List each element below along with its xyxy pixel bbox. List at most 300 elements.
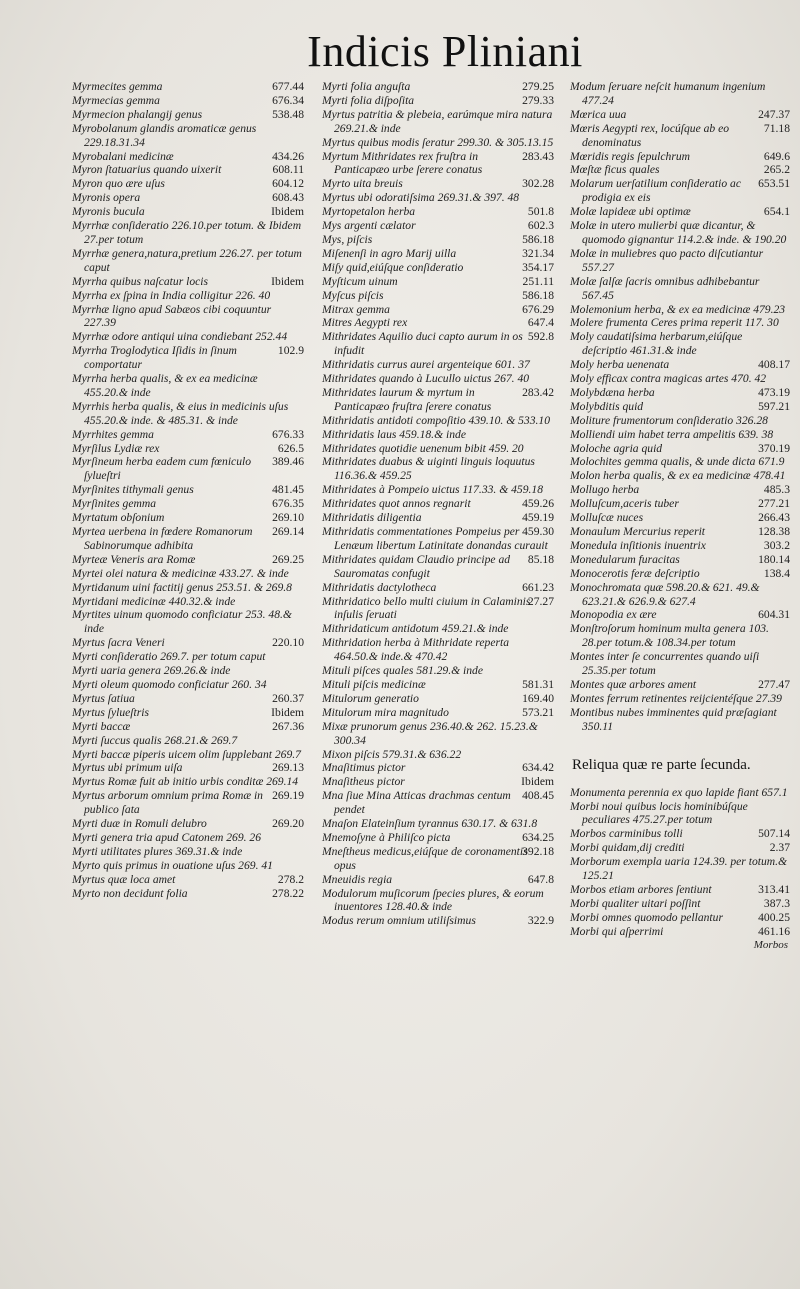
index-entry-term: Mithridates quot annos regnarit <box>322 497 471 511</box>
index-entry <box>570 330 790 358</box>
index-entry <box>322 845 554 873</box>
index-entry <box>322 442 554 456</box>
index-entry <box>570 678 790 692</box>
index-entry-term: Mituli piſces quales 581.29.& inde <box>322 664 484 678</box>
index-entry-page: 485.3 <box>763 483 790 497</box>
index-entry <box>322 191 554 205</box>
index-entry <box>322 678 554 692</box>
index-entry <box>570 428 790 442</box>
index-entry <box>322 247 554 261</box>
index-entry-term: Myrtus quibus modis ſeratur 299.30. & 305.13.15 <box>322 135 554 149</box>
index-entry-term: Monſtroſorum hominum multa genera 103. 28.per totum.& 108.34.per totum <box>570 622 769 650</box>
index-entry-term: Mys, piſcis <box>322 232 373 246</box>
index-entry <box>72 873 304 887</box>
index-entry <box>72 428 304 442</box>
index-entry <box>570 539 790 553</box>
index-entry-term: Molere frumenta Ceres prima reperit 117. 30 <box>570 316 779 330</box>
index-entry <box>322 330 554 358</box>
index-entry <box>570 800 790 828</box>
index-entry-page: Ibidem <box>271 705 304 719</box>
index-entry <box>72 94 304 108</box>
index-entry-term: Morbos etiam arbores ſentiunt <box>570 882 712 896</box>
index-entry-term: Mitulorum mira magnitudo <box>322 705 449 719</box>
index-entry <box>570 177 790 205</box>
index-entry-term: Myrti oleum quomodo conficiatur 260. 34 <box>72 677 267 691</box>
index-entry <box>322 636 554 664</box>
index-entry <box>570 205 790 219</box>
index-entry <box>322 358 554 372</box>
index-entry-term: Montes quæ arbores ament <box>570 677 697 691</box>
index-entry-term: Mithridatis currus aurei argenteique 601. 37 <box>322 358 530 372</box>
index-entry-term: Myſcus piſcis <box>322 288 384 302</box>
index-entry-page: 459.30 <box>522 525 554 538</box>
page-title: Indicis Pliniani <box>307 27 583 76</box>
index-entry <box>72 664 304 678</box>
index-entry-page: 647.8 <box>527 872 554 886</box>
index-entry-term: Moly herba uenenata <box>570 358 670 372</box>
index-entry <box>322 80 554 94</box>
index-entry <box>72 344 304 372</box>
index-entry-page: 266.43 <box>758 511 790 525</box>
index-entry <box>322 219 554 233</box>
index-entry <box>72 831 304 845</box>
index-entry-term: Mixon piſcis 579.31.& 636.22 <box>322 747 462 761</box>
index-entry <box>72 525 304 553</box>
index-entry-page: 586.18 <box>522 288 554 302</box>
index-entry-term: Monedularum furacitas <box>570 552 680 566</box>
index-entry <box>72 247 304 275</box>
index-entry-term: Monedula inſitionis inuentrix <box>570 538 706 552</box>
index-entry <box>72 595 304 609</box>
index-entry-term: Myrti folia anguſta <box>322 80 411 93</box>
index-entry-term: Mithridates à Pompeio uictus 117.33. & 459.18 <box>322 483 544 497</box>
index-entry <box>72 859 304 873</box>
index-entry-page: 634.42 <box>522 761 554 775</box>
index-entry-page: 602.3 <box>527 219 554 233</box>
index-entry-page: Ibidem <box>271 274 304 288</box>
index-entry-term: Myron ſtatuarius quando uixerit <box>72 163 222 177</box>
index-entry <box>72 497 304 511</box>
index-entry <box>570 414 790 428</box>
index-entry-term: Molluſcum,aceris tuber <box>570 497 679 511</box>
index-entry <box>570 483 790 497</box>
index-entry <box>322 136 554 150</box>
index-entry <box>570 706 790 734</box>
index-entry-term: Molæ ſalſæ ſacris omnibus adhibebantur 567.45 <box>570 274 760 302</box>
index-entry-page: 85.18 <box>527 552 554 566</box>
index-entry-page: 247.37 <box>758 107 790 121</box>
index-entry <box>72 761 304 775</box>
index-entry-page: 180.14 <box>758 552 790 566</box>
index-entry <box>72 289 304 303</box>
index-entry-term: Myrtatum obſonium <box>72 511 165 525</box>
index-entry-page: 676.33 <box>272 427 304 441</box>
index-entry-term: Mituli piſcis medicinæ <box>322 677 426 691</box>
index-entry <box>322 525 554 553</box>
index-column-2 <box>322 80 554 928</box>
index-entry-term: Molybditis quid <box>570 399 644 413</box>
index-entry-term: Myrrhæ conſideratio 226.10.per totum. & Ibidem 27.per totum <box>72 219 302 246</box>
index-entry-term: Myrtidani medicinæ 440.32.& inde <box>72 594 236 608</box>
index-entry-term: Myrrhites gemma <box>72 427 154 441</box>
index-entry-term: Mithridates duabus & uiginti linguis loquutus 116.36.& 459.25 <box>322 455 535 483</box>
index-entry-term: Monochromata quæ 598.20.& 621. 49.& 623.21.& 626.9.& 627.4 <box>570 580 760 608</box>
index-entry-term: Myrtus ſylueſtris <box>72 705 149 719</box>
index-entry-page: 604.31 <box>758 608 790 622</box>
index-entry-page: 661.23 <box>522 580 554 594</box>
index-entry-term: Myrrhæ ligno apud Sabæos cibi coquuntur 227.39 <box>72 302 272 330</box>
index-entry <box>570 525 790 539</box>
index-entry <box>322 692 554 706</box>
index-entry <box>570 911 790 925</box>
index-entry <box>322 553 554 581</box>
index-entry-term: Myrtum Mithridates rex fruſtra in Panticapæo urbe ſerere conatus <box>322 149 483 177</box>
index-entry-term: Molliendi uim habet terra ampelitis 639. 38 <box>570 427 774 441</box>
index-entry-term: Mitrax gemma <box>322 302 390 316</box>
index-entry <box>322 205 554 219</box>
index-entry-term: Myrti baccæ piperis uicem olim ſupplebant 269.7 <box>72 747 301 761</box>
index-entry-term: Mithridates laurum & myrtum in Panticapæo fruſtra ſerere conatus <box>322 385 492 413</box>
index-entry <box>322 316 554 330</box>
index-entry-term: Molluſcæ nuces <box>570 511 644 525</box>
index-entry <box>570 827 790 841</box>
index-entry-term: Myrtus Romæ fuit ab initio urbis conditæ 269.14 <box>72 775 299 789</box>
index-entry <box>72 817 304 831</box>
index-entry <box>72 608 304 636</box>
index-entry-term: Moliture frumentorum conſideratio 326.28 <box>570 413 768 427</box>
index-entry-term: Myrobalani medicinæ <box>72 149 174 163</box>
index-entry <box>322 275 554 289</box>
index-entry <box>322 914 554 928</box>
index-entry <box>570 386 790 400</box>
index-entry-page: 592.8 <box>527 330 554 344</box>
index-entry <box>72 567 304 581</box>
index-entry-page: 459.26 <box>522 497 554 511</box>
index-entry <box>570 358 790 372</box>
index-entry <box>72 581 304 595</box>
index-entry <box>570 692 790 706</box>
index-entry <box>72 650 304 664</box>
index-entry-page: 653.51 <box>758 177 790 191</box>
index-entry-term: Modum ſeruare neſcit humanum ingenium 477.24 <box>570 80 766 107</box>
index-entry-term: Mithridation herba à Mithridate reperta 464.50.& inde.& 470.42 <box>322 636 509 664</box>
index-entry-term: Myrrhæ genera,natura,pretium 226.27. per totum caput <box>72 246 302 274</box>
index-entry <box>72 163 304 177</box>
index-entry <box>570 303 790 317</box>
index-entry <box>322 261 554 275</box>
index-entry <box>72 330 304 344</box>
index-entry-page: 400.25 <box>758 910 790 924</box>
index-entry-page: 283.43 <box>522 149 554 163</box>
index-entry <box>72 275 304 289</box>
index-entry-page: 269.25 <box>272 552 304 566</box>
index-entry-term: Mnemoſyne à Philiſco picta <box>322 830 451 844</box>
index-entry-term: Molemonium herba, & ex ea medicinæ 479.23 <box>570 302 786 316</box>
index-entry-term: Myrrhæ odore antiqui uina condiebant 252.44 <box>72 330 288 344</box>
index-entry-term: Myrrha herba qualis, & ex ea medicinæ 455.20.& inde <box>72 372 258 399</box>
index-entry-page: 608.43 <box>272 191 304 205</box>
index-entry-page: 647.4 <box>527 316 554 330</box>
index-entry <box>322 372 554 386</box>
index-entry-page: 389.46 <box>272 455 304 469</box>
index-entry-term: Moly caudatiſsima herbarum,eiúſque deſcriptio 461.31.& inde <box>570 330 743 358</box>
index-column-3 <box>570 80 790 952</box>
index-entry-term: Morbi omnes quomodo pellantur <box>570 910 723 924</box>
index-entry-term: Molarum uerſatilium conſideratio ac prodigia ex eis <box>570 177 741 205</box>
index-entry-page: 597.21 <box>758 399 790 413</box>
index-entry <box>570 581 790 609</box>
index-entry <box>570 122 790 150</box>
index-entry-term: Monopodia ex ære <box>570 608 657 622</box>
index-entry-term: Myrti utilitates plures 369.31.& inde <box>72 844 243 858</box>
index-entry-page: 573.21 <box>522 705 554 719</box>
index-entry-page: 278.22 <box>272 886 304 900</box>
index-entry <box>322 233 554 247</box>
index-entry <box>570 316 790 330</box>
index-entry-term: Mithridates quotidie uenenum bibit 459. 20 <box>322 441 524 455</box>
index-entry-page: 269.19 <box>272 789 304 803</box>
index-entry-page: 676.35 <box>272 497 304 511</box>
index-entry <box>72 442 304 456</box>
index-entry <box>322 497 554 511</box>
index-entry-page: 138.4 <box>763 566 790 580</box>
index-entry-page: 269.14 <box>272 525 304 538</box>
index-entry-page: 461.16 <box>758 924 790 938</box>
index-entry-page: 251.11 <box>522 274 554 288</box>
index-entry-term: Myronis opera <box>72 191 141 205</box>
index-entry-term: Mithridatis commentationes Pompeius per Lenæum libertum Latinitate donandas curauit <box>322 525 548 552</box>
index-entry <box>570 442 790 456</box>
index-entry-term: Mœridis regis ſepulchrum <box>570 149 691 163</box>
index-entry-page: 354.17 <box>522 260 554 274</box>
index-entry-page: 677.44 <box>272 80 304 93</box>
index-entry-page: 634.25 <box>522 830 554 844</box>
index-entry-term: Myrteæ Veneris ara Romæ <box>72 552 196 566</box>
index-entry <box>322 761 554 775</box>
index-entry-page: 269.13 <box>272 761 304 775</box>
index-entry-page: 538.48 <box>272 107 304 121</box>
index-entry-term: Myrtus quæ loca amet <box>72 872 176 886</box>
index-entry <box>570 650 790 678</box>
index-entry-term: Morbi qui aſperrimi <box>570 924 664 938</box>
index-entry-page: 277.21 <box>758 497 790 511</box>
index-entry-term: Morbi noui quibus locis hominibúſque peculiares 475.27.per totum <box>570 799 748 827</box>
index-entry <box>72 775 304 789</box>
index-entry <box>72 205 304 219</box>
index-entry <box>72 122 304 150</box>
index-entry-term: Mitres Aegypti rex <box>322 316 408 330</box>
index-entry-term: Montes inter ſe concurrentes quando uiſi 25.35.per totum <box>570 650 760 678</box>
index-entry-page: 269.20 <box>272 817 304 831</box>
index-entry <box>570 108 790 122</box>
index-entry-term: Molæ in utero mulierbi quæ dicantur, & quomodo gignantur 114.2.& inde. & 190.20 <box>570 219 787 246</box>
index-entry-term: Myrti genera tria apud Catonem 269. 26 <box>72 830 262 844</box>
index-entry <box>570 553 790 567</box>
index-entry-term: Mithridates quando à Lucullo uictus 267. 40 <box>322 372 530 386</box>
index-entry-term: Myrrhis herba qualis, & eius in medicinis uſus 455.20.& inde. & 485.31. & inde <box>72 399 289 427</box>
index-entry-page: 586.18 <box>522 232 554 246</box>
index-entry <box>570 608 790 622</box>
index-entry-page: 220.10 <box>272 636 304 650</box>
index-entry-term: Myrmecites gemma <box>72 80 163 93</box>
index-entry <box>72 483 304 497</box>
index-entry-term: Morbos carminibus tolli <box>570 827 683 841</box>
index-entry <box>72 400 304 428</box>
index-entry-term: Myrti baccæ <box>72 719 131 733</box>
index-entry <box>322 831 554 845</box>
index-entry-page: 649.6 <box>763 149 790 163</box>
index-entry <box>72 108 304 122</box>
index-entry-term: Myrſinites gemma <box>72 497 157 511</box>
index-entry-term: Molochites gemma qualis, & unde dicta 671.9 <box>570 455 785 469</box>
index-entry-term: Myrtei olei natura & medicinæ 433.27. & inde <box>72 566 289 580</box>
index-entry-term: Mithridates quidam Claudio principe ad Sauromatas confugit <box>322 552 511 580</box>
index-entry-term: Mitulorum generatio <box>322 691 419 705</box>
index-entry <box>570 511 790 525</box>
index-entry-page: 27.27 <box>527 594 554 608</box>
index-entry-page: 608.11 <box>272 163 304 177</box>
index-entry <box>72 455 304 483</box>
index-entry-page: 459.19 <box>522 511 554 525</box>
index-entry-page: 267.36 <box>272 719 304 733</box>
index-entry-term: Myrtus patritia & plebeia, earúmque mira natura 269.21.& inde <box>322 107 553 135</box>
index-entry-page: 278.2 <box>277 872 304 886</box>
index-entry <box>72 845 304 859</box>
index-entry-page: 604.12 <box>272 177 304 191</box>
index-entry <box>322 511 554 525</box>
index-entry <box>570 219 790 247</box>
index-entry <box>570 567 790 581</box>
index-entry <box>322 706 554 720</box>
index-entry <box>570 150 790 164</box>
index-entry-page: Ibidem <box>521 775 554 789</box>
index-entry <box>322 177 554 191</box>
index-entry <box>72 887 304 901</box>
index-entry-page: 265.2 <box>763 163 790 177</box>
index-entry-term: Myrto uita breuis <box>322 177 403 191</box>
index-entry-page: 302.28 <box>522 177 554 191</box>
index-entry <box>72 303 304 331</box>
index-entry-term: Myrti duæ in Romuli delubro <box>72 817 207 831</box>
index-entry-term: Myron quo ære uſus <box>72 177 165 191</box>
index-entry <box>72 734 304 748</box>
index-entry-page: 102.9 <box>277 344 304 358</box>
index-entry <box>72 692 304 706</box>
index-entry-term: Mœrica uua <box>570 107 627 121</box>
index-entry-term: Modulorum muſicorum ſpecies plures, & eorum inuentores 128.40.& inde <box>322 886 544 914</box>
index-entry-term: Mnaſitheus pictor <box>322 775 405 789</box>
index-entry-term: Myrtus ſacra Veneri <box>72 636 165 650</box>
index-entry-page: 322.9 <box>527 914 554 928</box>
index-entry <box>570 455 790 469</box>
index-entry-term: Mnaſon Elateinſium tyrannus 630.17. & 631.8 <box>322 817 538 831</box>
index-entry-term: Mneuidis regia <box>322 872 393 886</box>
index-entry <box>570 897 790 911</box>
index-entry <box>322 817 554 831</box>
index-entry-page: 313.41 <box>758 882 790 896</box>
index-entry <box>72 748 304 762</box>
index-entry-term: Monocerotis feræ deſcriptio <box>570 566 700 580</box>
index-entry <box>570 400 790 414</box>
index-entry-term: Mithridatis antidoti compoſitio 439.10. & 533.10 <box>322 413 551 427</box>
index-entry <box>322 455 554 483</box>
index-entry-term: Myrtus ſatiua <box>72 691 135 705</box>
index-entry-term: Myrtidanum uini factitij genus 253.51. & 269.8 <box>72 580 292 594</box>
index-entry-term: Myrti ſuccus qualis 268.21.& 269.7 <box>72 733 238 747</box>
catchword: Morbos <box>753 938 788 951</box>
index-entry-term: Monumenta perennia ex quo lapide fiant 657.1 <box>570 785 788 799</box>
index-entry-term: Myrſilus Lydiæ rex <box>72 441 160 455</box>
index-entry-page: 269.10 <box>272 511 304 525</box>
index-entry-term: Moloche agria quid <box>570 441 663 455</box>
index-entry-term: Myronis bucula <box>72 205 145 219</box>
index-entry <box>570 275 790 303</box>
index-entry <box>322 622 554 636</box>
index-column-1 <box>72 80 304 900</box>
index-entry-page: 408.45 <box>522 789 554 803</box>
index-entry-page: 473.19 <box>758 385 790 399</box>
index-entry <box>72 191 304 205</box>
index-entry <box>570 786 790 800</box>
index-entry-term: Morbi quidam,dij crediti <box>570 841 685 855</box>
index-entry-page: 2.37 <box>769 841 790 855</box>
index-entry <box>322 748 554 762</box>
index-entry-term: Myrtus arborum omnium prima Romæ in publico ſata <box>72 789 263 817</box>
index-entry <box>72 219 304 247</box>
index-entry-term: Molybdæna herba <box>570 385 655 399</box>
index-entry <box>570 841 790 855</box>
index-entry-page: 676.34 <box>272 93 304 107</box>
index-entry-term: Myrtus ubi odoratiſsima 269.31.& 397. 48 <box>322 191 520 205</box>
index-entry <box>72 789 304 817</box>
section-heading: Reliqua quæ re parte ſecunda. <box>572 756 751 773</box>
index-entry-term: Myrſinites tithymali genus <box>72 483 194 497</box>
index-entry-term: Molæ in muliebres quo pacto diſcutiantur 557.27 <box>570 246 764 274</box>
index-entry <box>570 855 790 883</box>
index-entry <box>322 428 554 442</box>
index-entry <box>322 775 554 789</box>
index-entry-page: 277.47 <box>758 677 790 691</box>
index-entry-term: Mollugo herba <box>570 483 640 497</box>
index-entry-term: Mixæ prunorum genus 236.40.& 262. 15.23.& 300.34 <box>322 719 538 747</box>
index-entry <box>570 497 790 511</box>
index-entry-term: Myrrha Troglodytica Iſidis in ſinum comportatur <box>72 344 237 372</box>
index-entry-page: 71.18 <box>763 121 790 135</box>
index-entry <box>570 925 790 939</box>
index-entry-page: 169.40 <box>522 691 554 705</box>
index-entry <box>72 150 304 164</box>
index-entry-term: Mithridaticum antidotum 459.21.& inde <box>322 622 509 636</box>
index-entry <box>322 108 554 136</box>
index-entry-term: Myrobolanum glandis aromaticæ genus 229.18.31.34 <box>72 121 257 149</box>
index-entry-page: 283.42 <box>522 385 554 399</box>
index-entry-term: Molæ lapideæ ubi optimæ <box>570 205 691 219</box>
index-entry <box>322 483 554 497</box>
index-entry-page: 434.26 <box>272 149 304 163</box>
index-entry <box>322 595 554 623</box>
index-entry <box>570 163 790 177</box>
index-entry-page: 387.3 <box>763 896 790 910</box>
index-entry-term: Mna ſiue Mina Atticas drachmas centum pendet <box>322 789 511 817</box>
index-entry <box>570 80 790 108</box>
index-entry <box>72 636 304 650</box>
index-entry <box>322 873 554 887</box>
index-entry-term: Mithridates Aquilio duci capto aurum in os infudit <box>322 330 523 358</box>
index-entry <box>570 372 790 386</box>
index-entry <box>570 622 790 650</box>
index-entry-term: Moly efficax contra magicas artes 470. 42 <box>570 372 767 386</box>
index-entry <box>322 386 554 414</box>
